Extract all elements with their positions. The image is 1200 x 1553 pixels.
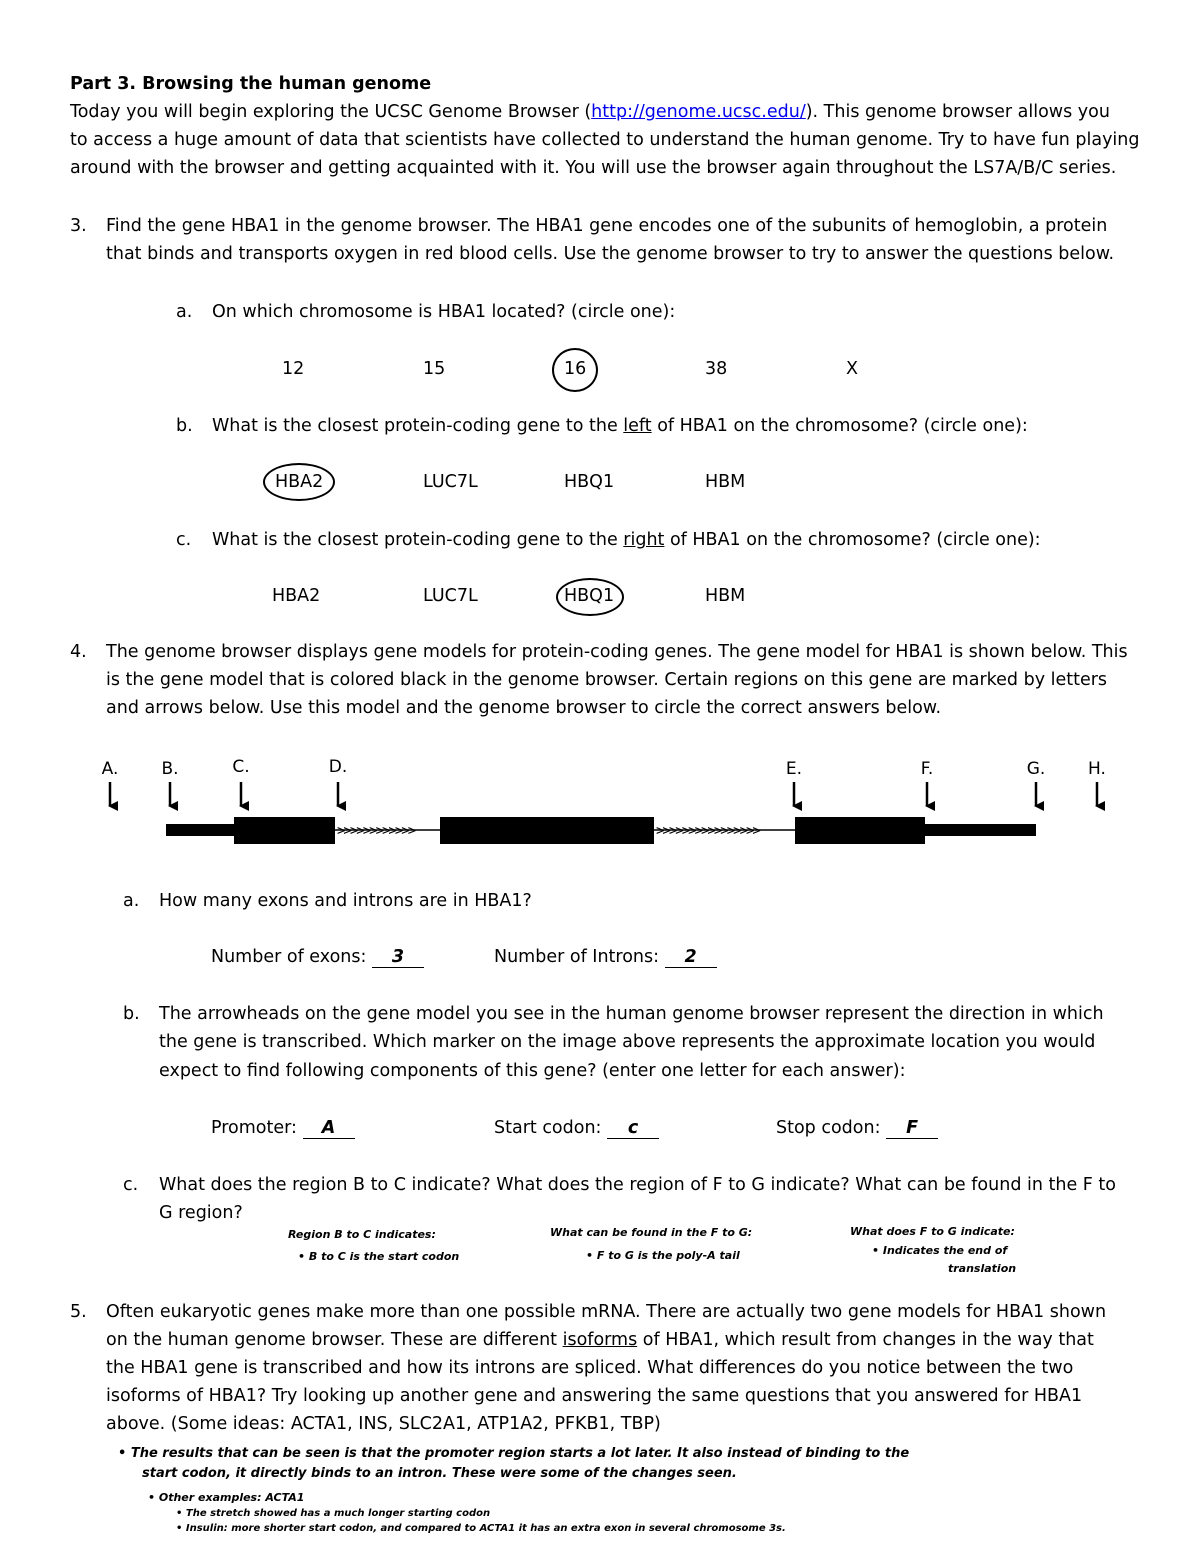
- promoter-blank: A: [303, 1118, 355, 1139]
- q4b-line-1: The arrowheads on the gene model you see in the human genome browser represent the direction in which: [159, 1004, 1104, 1024]
- q5-text-post: of HBA1, which result from changes in the way that: [637, 1330, 1094, 1350]
- promoter-answer: [211, 1118, 355, 1139]
- marker-label-g: G.: [1026, 759, 1046, 779]
- option-hba2: HBA2: [272, 586, 321, 606]
- subquestion-letter: a.: [176, 302, 193, 322]
- q3b-text: [212, 416, 1028, 436]
- q3a-text: On which chromosome is HBA1 located? (circle one):: [212, 302, 676, 322]
- intro-line-3: around with the browser and getting acquainted with it. You will use the browser again throughout the LS7A/B/C series.: [70, 158, 1117, 178]
- marker-label-b: B.: [161, 759, 179, 779]
- utr-5prime: [166, 824, 236, 836]
- intron-1-arrows: >>>>>>>>>>>>: [337, 823, 415, 839]
- marker-label-c: C.: [232, 757, 250, 777]
- exon-1: [234, 817, 335, 844]
- handwritten-answer: What can be found in the F to G:: [550, 1226, 753, 1239]
- question-number: 3.: [70, 216, 87, 236]
- q3c-text-pre: What is the closest protein-coding gene to the: [212, 530, 624, 550]
- q3c-text: [212, 530, 1041, 550]
- q3b-underlined: left: [623, 416, 652, 436]
- marker-label-e: E.: [785, 759, 803, 779]
- subquestion-letter: b.: [123, 1004, 140, 1024]
- circled-answer: [552, 348, 598, 392]
- q3b-text-post: of HBA1 on the chromosome? (circle one):: [651, 416, 1028, 436]
- start-codon-label: Start codon:: [494, 1118, 602, 1138]
- promoter-label: Promoter:: [211, 1118, 297, 1138]
- handwritten-answer: • Other examples: ACTA1: [148, 1491, 305, 1504]
- option-12: 12: [282, 359, 305, 379]
- option-hbm: HBM: [705, 472, 746, 492]
- q4c-line-1: What does the region B to C indicate? What does the region of F to G indicate? What can be found in the F to: [159, 1175, 1116, 1195]
- utr-3prime: [923, 824, 1036, 836]
- introns-blank: 2: [665, 947, 717, 968]
- handwritten-answer: What does F to G indicate:: [850, 1225, 1015, 1238]
- q4-line-1: The genome browser displays gene models for protein-coding genes. The gene model for HBA1 is shown below. This: [106, 642, 1128, 662]
- handwritten-answer: • The stretch showed has a much longer starting codon: [176, 1508, 491, 1519]
- introns-label: Number of Introns:: [494, 947, 660, 967]
- q5-text-pre: on the human genome browser. These are different: [106, 1330, 563, 1350]
- q3c-underlined: right: [623, 530, 665, 550]
- intro-text: Today you will begin exploring the UCSC Genome Browser (: [70, 102, 592, 122]
- stop-codon-answer: [776, 1118, 938, 1139]
- start-codon-answer: [494, 1118, 659, 1139]
- q5-line-2: [106, 1330, 1094, 1350]
- q5-line-5: above. (Some ideas: ACTA1, INS, SLC2A1, ATP1A2, PFKB1, TBP): [106, 1414, 661, 1434]
- stop-codon-blank: F: [886, 1118, 938, 1139]
- marker-label-a: A.: [101, 759, 119, 779]
- q3-line-1: Find the gene HBA1 in the genome browser. The HBA1 gene encodes one of the subunits of hemoglobin, a protein: [106, 216, 1108, 236]
- marker-label-d: D.: [328, 757, 348, 777]
- q3-line-2: that binds and transports oxygen in red blood cells. Use the genome browser to try to answer the questions below.: [106, 244, 1115, 264]
- option-16: 16: [564, 359, 587, 379]
- q5-line-4: isoforms of HBA1? Try looking up another gene and answering the same questions that you answered for HBA1: [106, 1386, 1083, 1406]
- handwritten-answer: • Indicates the end of: [872, 1244, 1008, 1257]
- handwritten-answer: start codon, it directly binds to an intron. These were some of the changes seen.: [142, 1466, 737, 1481]
- intro-line-2: to access a huge amount of data that scientists have collected to understand the human genome. Try to have fun playing: [70, 130, 1140, 150]
- handwritten-answer: • B to C is the start codon: [298, 1250, 460, 1263]
- subquestion-letter: c.: [176, 530, 192, 550]
- introns-answer: [494, 947, 717, 968]
- q5-underlined: isoforms: [562, 1330, 638, 1350]
- circled-answer: [263, 463, 335, 501]
- handwritten-answer: translation: [948, 1262, 1017, 1275]
- q4b-line-3: expect to find following components of this gene? (enter one letter for each answer):: [159, 1061, 906, 1081]
- marker-label-f: F.: [920, 759, 934, 779]
- option-hbq1: HBQ1: [564, 472, 615, 492]
- subquestion-letter: a.: [123, 891, 140, 911]
- section-heading: Part 3. Browsing the human genome: [70, 74, 432, 94]
- exon-2: [440, 817, 654, 844]
- q4-line-3: and arrows below. Use this model and the genome browser to circle the correct answers below.: [106, 698, 942, 718]
- option-hbq1: HBQ1: [564, 586, 615, 606]
- q4c-line-2: G region?: [159, 1203, 243, 1223]
- q4-line-2: is the gene model that is colored black in the genome browser. Certain regions on this gene are marked by letters: [106, 670, 1108, 690]
- intron-2-arrows: >>>>>>>>>>>>>>>>: [656, 823, 759, 839]
- option-hbm: HBM: [705, 586, 746, 606]
- handwritten-answer: • The results that can be seen is that the promoter region starts a lot later. It also instead of binding to the: [118, 1446, 910, 1461]
- option-luc7l: LUC7L: [423, 472, 478, 492]
- handwritten-answer: • F to G is the poly-A tail: [586, 1249, 740, 1262]
- start-codon-blank: c: [607, 1118, 659, 1139]
- q5-line-3: the HBA1 gene is transcribed and how its introns are spliced. What differences do you notice between the two: [106, 1358, 1074, 1378]
- marker-label-h: H.: [1088, 759, 1106, 779]
- q3c-text-post: of HBA1 on the chromosome? (circle one):: [664, 530, 1041, 550]
- subquestion-letter: b.: [176, 416, 193, 436]
- handwritten-answer: • Insulin: more shorter start codon, and compared to ACTA1 it has an extra exon in several chromosome 3s.: [176, 1523, 786, 1534]
- gene-model-diagram: [0, 750, 1200, 860]
- handwritten-answer: Region B to C indicates:: [288, 1228, 436, 1241]
- question-number: 4.: [70, 642, 87, 662]
- option-luc7l: LUC7L: [423, 586, 478, 606]
- q5-line-1: Often eukaryotic genes make more than one possible mRNA. There are actually two gene models for HBA1 shown: [106, 1302, 1107, 1322]
- question-number: 5.: [70, 1302, 87, 1322]
- q3b-text-pre: What is the closest protein-coding gene to the: [212, 416, 624, 436]
- option-15: 15: [423, 359, 446, 379]
- exons-answer: [211, 947, 424, 968]
- stop-codon-label: Stop codon:: [776, 1118, 881, 1138]
- exons-blank: 3: [372, 947, 424, 968]
- exon-3: [795, 817, 925, 844]
- option-38: 38: [705, 359, 728, 379]
- option-hba2: HBA2: [275, 472, 324, 492]
- intro-line-1: [70, 102, 1110, 122]
- intro-text: ). This genome browser allows you: [805, 102, 1110, 122]
- exons-label: Number of exons:: [211, 947, 367, 967]
- option-x: X: [846, 359, 858, 379]
- q4a-text: How many exons and introns are in HBA1?: [159, 891, 532, 911]
- subquestion-letter: c.: [123, 1175, 139, 1195]
- q4b-line-2: the gene is transcribed. Which marker on the image above represents the approximate location you would: [159, 1032, 1096, 1052]
- circled-answer: [556, 578, 624, 616]
- ucsc-link[interactable]: http://genome.ucsc.edu/: [591, 102, 806, 122]
